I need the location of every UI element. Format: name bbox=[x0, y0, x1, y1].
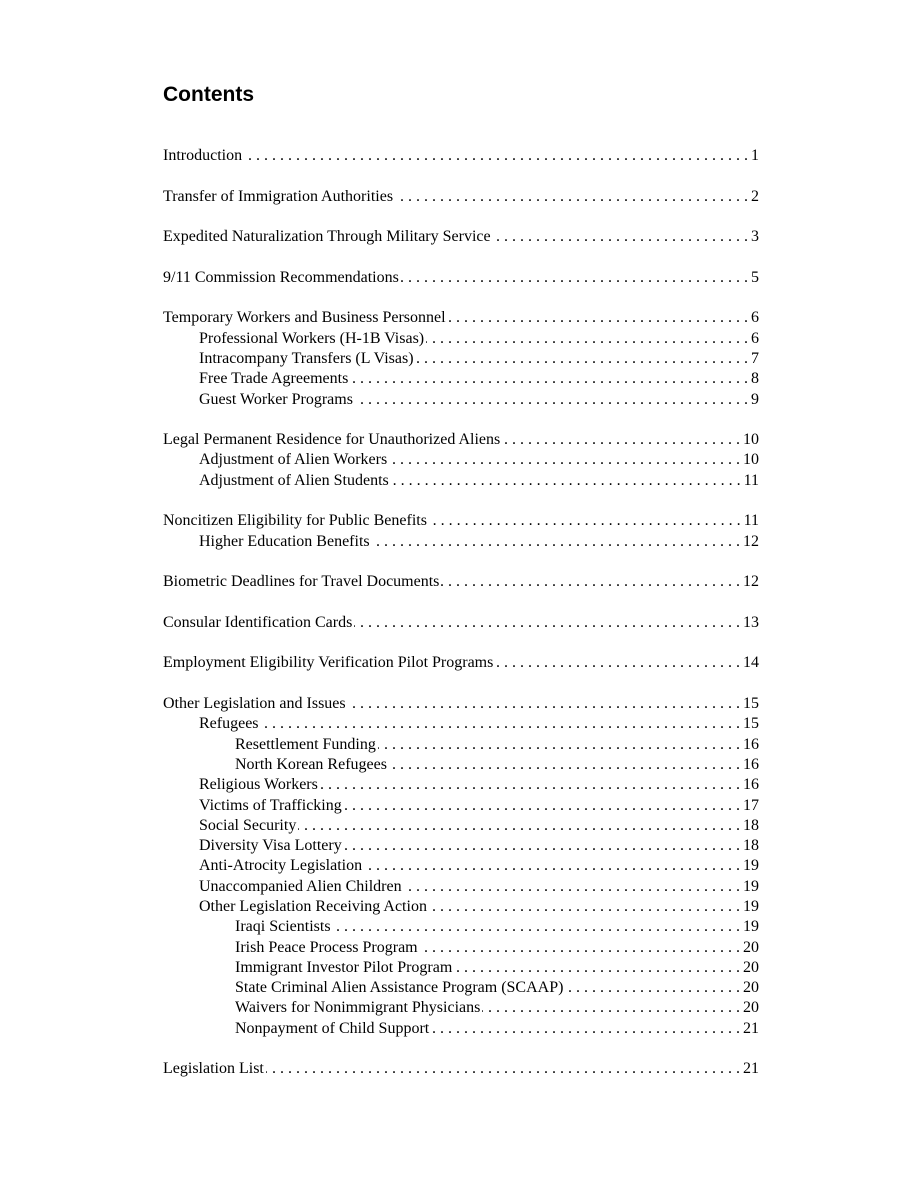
toc-entry-page-number: 10 bbox=[743, 451, 759, 469]
toc-dot-leader bbox=[355, 390, 748, 410]
toc-dot-leader bbox=[395, 187, 748, 207]
toc-entry-title: Introduction bbox=[163, 147, 243, 164]
toc-entry[interactable] bbox=[163, 511, 759, 531]
toc-entry-title: Diversity Visa Lottery bbox=[199, 837, 342, 855]
toc-entry-page-number: 18 bbox=[743, 837, 759, 855]
toc-entry-title: Noncitizen Eligibility for Public Benefits bbox=[163, 512, 427, 530]
toc-entry-page-number: 20 bbox=[743, 999, 759, 1017]
toc-entry[interactable] bbox=[163, 796, 759, 816]
toc-entry[interactable] bbox=[163, 653, 759, 673]
toc-entry-title: Free Trade Agreements bbox=[199, 370, 349, 388]
toc-dot-leader bbox=[372, 532, 740, 552]
toc-entry-page-number: 3 bbox=[751, 228, 759, 246]
toc-entry-page-number: 19 bbox=[743, 857, 759, 875]
toc-dot-leader bbox=[298, 816, 740, 836]
toc-entry-title: State Criminal Alien Assistance Program (SCAAP) bbox=[235, 979, 564, 997]
toc-entry[interactable] bbox=[163, 877, 759, 897]
toc-entry-page-number: 21 bbox=[743, 1019, 759, 1037]
toc-entry[interactable] bbox=[163, 613, 759, 633]
toc-entry-title: Other Legislation Receiving Action bbox=[199, 897, 427, 915]
toc-entry-page-number: 2 bbox=[751, 187, 759, 205]
toc-entry-title: Biometric Deadlines for Travel Documents bbox=[163, 573, 440, 591]
toc-entry-title: Higher Education Benefits bbox=[199, 532, 370, 550]
table-of-contents bbox=[163, 146, 759, 1080]
toc-entry-page-number: 20 bbox=[743, 979, 759, 997]
toc-dot-leader bbox=[429, 511, 741, 531]
toc-entry[interactable] bbox=[163, 532, 759, 552]
toc-entry[interactable] bbox=[163, 430, 759, 450]
toc-entry-title: Adjustment of Alien Workers bbox=[199, 451, 388, 469]
toc-entry-page-number: 19 bbox=[743, 897, 759, 915]
toc-dot-leader bbox=[364, 856, 740, 876]
toc-entry-page-number: 15 bbox=[743, 695, 759, 713]
toc-entry-title: Legislation List bbox=[163, 1060, 264, 1078]
toc-entry-page-number: 10 bbox=[743, 431, 759, 449]
toc-entry[interactable] bbox=[163, 978, 759, 998]
toc-entry[interactable] bbox=[163, 146, 759, 166]
toc-entry-title: Guest Worker Programs bbox=[199, 390, 353, 408]
toc-entry-title: 9/11 Commission Recommendations bbox=[163, 268, 399, 286]
toc-entry-page-number: 20 bbox=[743, 958, 759, 976]
toc-entry-title: Consular Identification Cards bbox=[163, 613, 353, 631]
toc-dot-leader bbox=[348, 694, 740, 714]
toc-dot-leader bbox=[391, 471, 741, 491]
toc-entry-page-number: 7 bbox=[751, 349, 759, 367]
toc-entry-page-number: 21 bbox=[743, 1060, 759, 1078]
toc-entry-page-number: 19 bbox=[743, 877, 759, 895]
toc-entry[interactable] bbox=[163, 714, 759, 734]
toc-entry[interactable] bbox=[163, 755, 759, 775]
toc-entry-page-number: 12 bbox=[743, 532, 759, 550]
toc-dot-leader bbox=[493, 227, 748, 247]
toc-entry[interactable] bbox=[163, 735, 759, 755]
toc-entry-page-number: 14 bbox=[743, 654, 759, 672]
toc-entry-page-number: 15 bbox=[743, 715, 759, 733]
toc-entry[interactable] bbox=[163, 856, 759, 876]
toc-entry-title: Employment Eligibility Verification Pilot Programs bbox=[163, 654, 494, 672]
page-title: Contents bbox=[163, 83, 254, 106]
toc-entry[interactable] bbox=[163, 1059, 759, 1079]
toc-entry[interactable] bbox=[163, 694, 759, 714]
toc-dot-leader bbox=[266, 1059, 740, 1079]
toc-entry-title: Adjustment of Alien Students bbox=[199, 471, 389, 489]
toc-entry-title: Iraqi Scientists bbox=[235, 918, 331, 936]
toc-dot-leader bbox=[244, 146, 748, 166]
toc-dot-leader bbox=[416, 349, 748, 369]
toc-dot-leader bbox=[495, 653, 740, 673]
toc-entry[interactable] bbox=[163, 816, 759, 836]
toc-entry-title: Nonpayment of Child Support bbox=[235, 1019, 430, 1037]
toc-entry[interactable] bbox=[163, 897, 759, 917]
toc-entry-page-number: 12 bbox=[743, 573, 759, 591]
toc-dot-leader bbox=[420, 938, 740, 958]
toc-dot-leader bbox=[350, 369, 748, 389]
toc-entry-title: Unaccompanied Alien Children bbox=[199, 877, 402, 895]
toc-entry[interactable] bbox=[163, 998, 759, 1018]
toc-entry[interactable] bbox=[163, 572, 759, 592]
toc-entry-title: Social Security bbox=[199, 816, 297, 834]
toc-entry[interactable] bbox=[163, 308, 759, 328]
toc-entry-page-number: 18 bbox=[743, 816, 759, 834]
toc-entry[interactable] bbox=[163, 390, 759, 410]
toc-entry-title: Waivers for Nonimmigrant Physicians bbox=[235, 999, 481, 1017]
toc-entry-title: North Korean Refugees bbox=[235, 755, 387, 773]
toc-dot-leader bbox=[429, 897, 740, 917]
toc-entry-title: Expedited Naturalization Through Military Service bbox=[163, 228, 491, 246]
toc-entry[interactable] bbox=[163, 1019, 759, 1039]
toc-dot-leader bbox=[389, 755, 740, 775]
toc-entry-title: Religious Workers bbox=[199, 776, 318, 794]
toc-entry-page-number: 6 bbox=[751, 329, 759, 347]
toc-dot-leader bbox=[482, 998, 740, 1018]
toc-entry-page-number: 5 bbox=[751, 268, 759, 286]
toc-entry-title: Victims of Trafficking bbox=[199, 796, 342, 814]
toc-dot-leader bbox=[441, 572, 740, 592]
toc-dot-leader bbox=[389, 450, 740, 470]
toc-entry[interactable] bbox=[163, 917, 759, 937]
toc-dot-leader bbox=[502, 430, 740, 450]
toc-entry-title: Anti-Atrocity Legislation bbox=[199, 857, 363, 875]
toc-dot-leader bbox=[431, 1019, 740, 1039]
toc-entry-page-number: 16 bbox=[743, 755, 759, 773]
toc-entry-page-number: 11 bbox=[743, 512, 759, 530]
toc-entry-title: Irish Peace Process Program bbox=[235, 938, 418, 956]
toc-entry-page-number: 16 bbox=[743, 776, 759, 794]
toc-entry-page-number: 8 bbox=[751, 370, 759, 388]
toc-entry-page-number: 16 bbox=[743, 735, 759, 753]
toc-dot-leader bbox=[320, 775, 740, 795]
toc-dot-leader bbox=[344, 796, 740, 816]
toc-dot-leader bbox=[426, 329, 748, 349]
toc-entry[interactable] bbox=[163, 450, 759, 470]
toc-entry-title: Resettlement Funding bbox=[235, 735, 376, 753]
toc-entry[interactable] bbox=[163, 187, 759, 207]
toc-dot-leader bbox=[261, 714, 740, 734]
toc-entry[interactable] bbox=[163, 369, 759, 389]
toc-entry-page-number: 6 bbox=[751, 309, 759, 327]
toc-entry-title: Professional Workers (H-1B Visas) bbox=[199, 329, 425, 347]
toc-entry-page-number: 13 bbox=[743, 613, 759, 631]
toc-dot-leader bbox=[565, 978, 740, 998]
toc-entry-title: Immigrant Investor Pilot Program bbox=[235, 958, 453, 976]
toc-entry-title: Legal Permanent Residence for Unauthorized Aliens bbox=[163, 431, 501, 449]
toc-entry-title: Refugees bbox=[199, 715, 259, 733]
toc-entry[interactable] bbox=[163, 938, 759, 958]
toc-entry[interactable] bbox=[163, 329, 759, 349]
toc-entry[interactable] bbox=[163, 349, 759, 369]
toc-dot-leader bbox=[448, 308, 748, 328]
toc-dot-leader bbox=[404, 877, 740, 897]
toc-entry[interactable] bbox=[163, 836, 759, 856]
toc-entry[interactable] bbox=[163, 268, 759, 288]
toc-entry[interactable] bbox=[163, 227, 759, 247]
toc-dot-leader bbox=[344, 836, 740, 856]
toc-entry[interactable] bbox=[163, 471, 759, 491]
toc-entry[interactable] bbox=[163, 775, 759, 795]
toc-entry-title: Other Legislation and Issues bbox=[163, 695, 346, 713]
toc-entry-title: Intracompany Transfers (L Visas) bbox=[199, 349, 414, 367]
toc-entry-page-number: 1 bbox=[751, 147, 759, 164]
toc-entry-title: Temporary Workers and Business Personnel bbox=[163, 309, 446, 327]
toc-entry-title: Transfer of Immigration Authorities bbox=[163, 187, 394, 205]
toc-entry-page-number: 9 bbox=[751, 390, 759, 408]
toc-dot-leader bbox=[401, 268, 748, 288]
toc-dot-leader bbox=[333, 917, 740, 937]
toc-entry-page-number: 19 bbox=[743, 918, 759, 936]
toc-entry[interactable] bbox=[163, 958, 759, 978]
toc-dot-leader bbox=[354, 613, 740, 633]
toc-entry-page-number: 17 bbox=[743, 796, 759, 814]
toc-entry-page-number: 20 bbox=[743, 938, 759, 956]
toc-entry-page-number: 11 bbox=[743, 471, 759, 489]
toc-dot-leader bbox=[454, 958, 740, 978]
toc-dot-leader bbox=[378, 735, 740, 755]
